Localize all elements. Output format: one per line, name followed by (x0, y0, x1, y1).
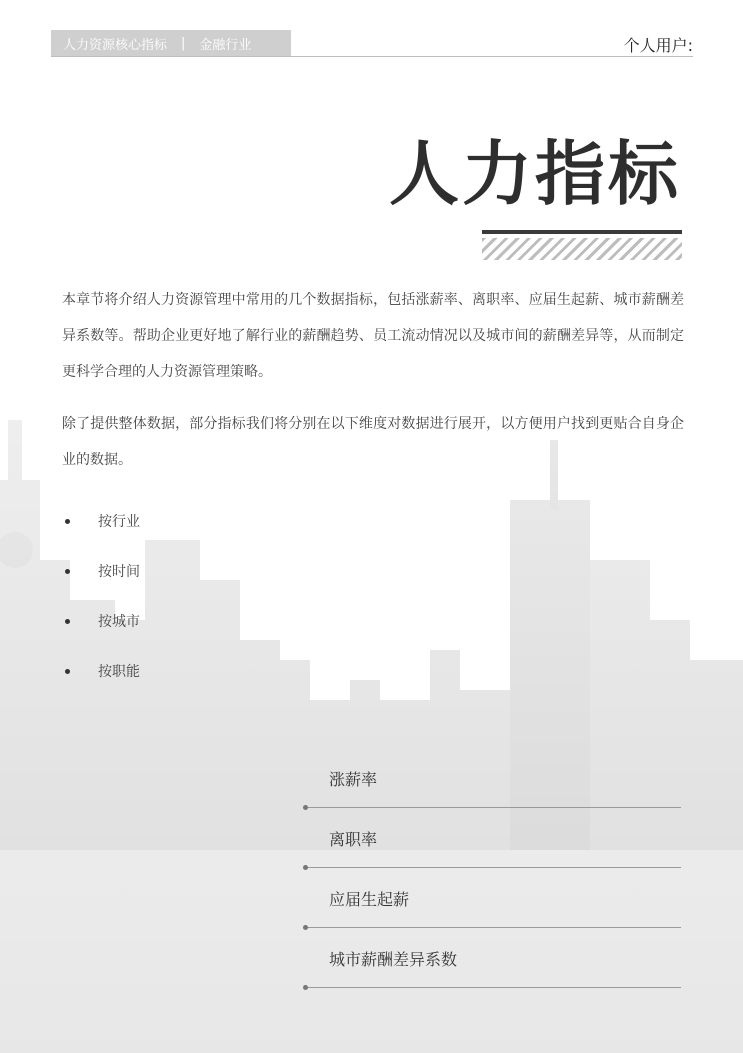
header-section-label: 人力资源核心指标 (63, 37, 168, 53)
page-title: 人力指标 (389, 133, 681, 215)
toc-item-turnover-rate[interactable] (305, 810, 681, 870)
user-label: 个人用户: (623, 36, 693, 55)
dimension-label: 按行业 (98, 514, 140, 530)
toc-label: 离职率 (329, 830, 378, 849)
bullet-icon (65, 519, 70, 524)
toc-label: 城市薪酬差异系数 (329, 950, 458, 969)
bullet-icon (65, 619, 70, 624)
dimensions-paragraph: 除了提供整体数据，部分指标我们将分别在以下维度对数据进行展开，以方便用户找到更贴合自身企业的数据。 (62, 416, 684, 468)
toc-item-graduate-starting-salary[interactable] (305, 870, 681, 930)
toc-item-salary-increase-rate[interactable] (305, 750, 681, 810)
table-of-contents (305, 750, 681, 990)
toc-dot-icon (303, 985, 308, 990)
title-hatch-decoration (482, 238, 682, 260)
toc-item-city-salary-coefficient[interactable] (305, 930, 681, 990)
intro-paragraph: 本章节将介绍人力资源管理中常用的几个数据指标，包括涨薪率、离职率、应届生起薪、城市薪酬差异系数等。帮助企业更好地了解行业的薪酬趋势、员工流动情况以及城市间的薪酬差异等，从而制定更科学合理的人力资源管理策略。 (62, 292, 684, 380)
header-section-bar (51, 30, 291, 56)
bullet-icon (65, 569, 70, 574)
title-underline (482, 230, 682, 234)
dimension-label: 按职能 (98, 664, 140, 680)
toc-divider (305, 987, 681, 988)
header-separator: | (181, 35, 186, 51)
toc-divider (305, 927, 681, 928)
dimension-item-industry (62, 496, 140, 546)
dimension-label: 按城市 (98, 614, 140, 630)
toc-label: 涨薪率 (329, 770, 378, 789)
dimension-list (62, 496, 140, 696)
dimension-item-function (62, 646, 140, 696)
dimension-label: 按时间 (98, 564, 140, 580)
dimension-item-city (62, 596, 140, 646)
header-industry-label: 金融行业 (199, 37, 252, 53)
bullet-icon (65, 669, 70, 674)
toc-label: 应届生起薪 (329, 890, 410, 909)
toc-divider (305, 807, 681, 808)
header-divider (51, 56, 693, 57)
toc-divider (305, 867, 681, 868)
dimension-item-time (62, 546, 140, 596)
